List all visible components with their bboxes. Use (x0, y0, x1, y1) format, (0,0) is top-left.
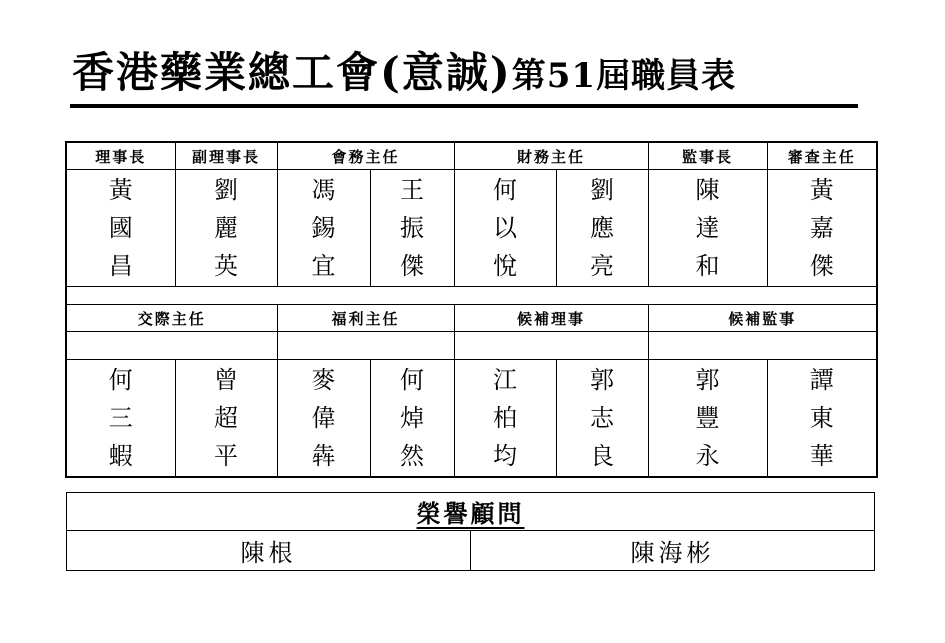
name-character: 三 (108, 404, 133, 432)
organization-name: 香港藥業總工會(意誠) (72, 48, 512, 97)
position-header: 候補理事 (454, 305, 648, 332)
name-character: 何 (493, 176, 518, 204)
name-character: 豐 (695, 404, 720, 432)
name-character: 振 (400, 214, 424, 242)
name-character: 國 (108, 214, 133, 242)
bottom-names-row (66, 360, 877, 478)
name-character: 悅 (493, 252, 518, 280)
name-character: 郭 (590, 366, 615, 394)
position-header: 副理事長 (175, 142, 277, 170)
blank-cell (454, 332, 648, 360)
officer-name-cell (556, 170, 648, 287)
name-character: 達 (695, 214, 720, 242)
name-character: 亮 (590, 252, 615, 280)
name-character: 陳 (695, 176, 720, 204)
position-header: 理事長 (66, 142, 175, 170)
term-label: 第51屆職員表 (511, 56, 737, 96)
officer-name-cell (370, 170, 454, 287)
officer-name-cell (66, 360, 175, 478)
advisor-cell: 陳根 (67, 531, 471, 571)
name-character: 然 (400, 442, 424, 470)
name-character: 東 (809, 404, 834, 432)
name-character: 英 (214, 252, 238, 280)
name-character: 以 (493, 214, 518, 242)
name-character: 偉 (311, 404, 336, 432)
honorary-title: 榮譽顧問 (416, 499, 525, 528)
position-header: 交際主任 (66, 305, 277, 332)
name-character: 良 (590, 442, 615, 470)
spacer-cell (66, 287, 877, 305)
name-character: 馮 (311, 176, 336, 204)
name-character: 麥 (311, 366, 336, 394)
officer-name-cell (648, 360, 767, 478)
name-character: 傑 (809, 252, 834, 280)
position-header: 審查主任 (767, 142, 877, 170)
bottom-header-row (66, 305, 877, 332)
honorary-advisors-table (66, 492, 875, 571)
position-header: 福利主任 (277, 305, 454, 332)
top-header-row (66, 142, 877, 170)
name-character: 志 (590, 404, 615, 432)
blank-cell (277, 332, 454, 360)
name-character: 蝦 (108, 442, 133, 470)
name-character: 郭 (695, 366, 720, 394)
name-character: 和 (695, 252, 720, 280)
name-character: 昌 (108, 252, 133, 280)
officer-name-cell (767, 360, 877, 478)
name-character: 華 (809, 442, 834, 470)
name-character: 超 (214, 404, 238, 432)
officer-name-cell (175, 170, 277, 287)
document-title (72, 40, 862, 100)
officer-name-cell (277, 170, 370, 287)
officer-name-cell (277, 360, 370, 478)
name-character: 嘉 (809, 214, 834, 242)
name-character: 曾 (214, 366, 238, 394)
name-character: 犇 (311, 442, 336, 470)
name-character: 譚 (809, 366, 834, 394)
top-names-row (66, 170, 877, 287)
name-character: 王 (400, 176, 424, 204)
blank-cell (66, 332, 277, 360)
officer-name-cell (556, 360, 648, 478)
position-header: 財務主任 (454, 142, 648, 170)
name-character: 何 (400, 366, 424, 394)
blank-cell (648, 332, 877, 360)
position-header: 監事長 (648, 142, 767, 170)
name-character: 劉 (214, 176, 238, 204)
name-character: 平 (214, 442, 238, 470)
name-character: 焯 (400, 404, 424, 432)
name-character: 何 (108, 366, 133, 394)
officers-roster-table (65, 141, 878, 478)
name-character: 傑 (400, 252, 424, 280)
name-character: 錫 (311, 214, 336, 242)
name-character: 麗 (214, 214, 238, 242)
name-character: 劉 (590, 176, 615, 204)
officer-name-cell (66, 170, 175, 287)
position-header: 候補監事 (648, 305, 877, 332)
name-character: 永 (695, 442, 720, 470)
name-character: 江 (493, 366, 518, 394)
honorary-title-cell (67, 493, 875, 531)
name-character: 柏 (493, 404, 518, 432)
name-character: 應 (590, 214, 615, 242)
blank-row (66, 332, 877, 360)
officer-name-cell (454, 360, 556, 478)
name-character: 宜 (311, 252, 336, 280)
name-character: 均 (493, 442, 518, 470)
officer-name-cell (767, 170, 877, 287)
officer-name-cell (454, 170, 556, 287)
advisor-cell: 陳海彬 (471, 531, 875, 571)
officer-name-cell (370, 360, 454, 478)
name-character: 黃 (809, 176, 834, 204)
position-header: 會務主任 (277, 142, 454, 170)
officer-name-cell (648, 170, 767, 287)
officer-name-cell (175, 360, 277, 478)
name-character: 黃 (108, 176, 133, 204)
spacer-row (66, 287, 877, 305)
title-underline (70, 104, 858, 108)
